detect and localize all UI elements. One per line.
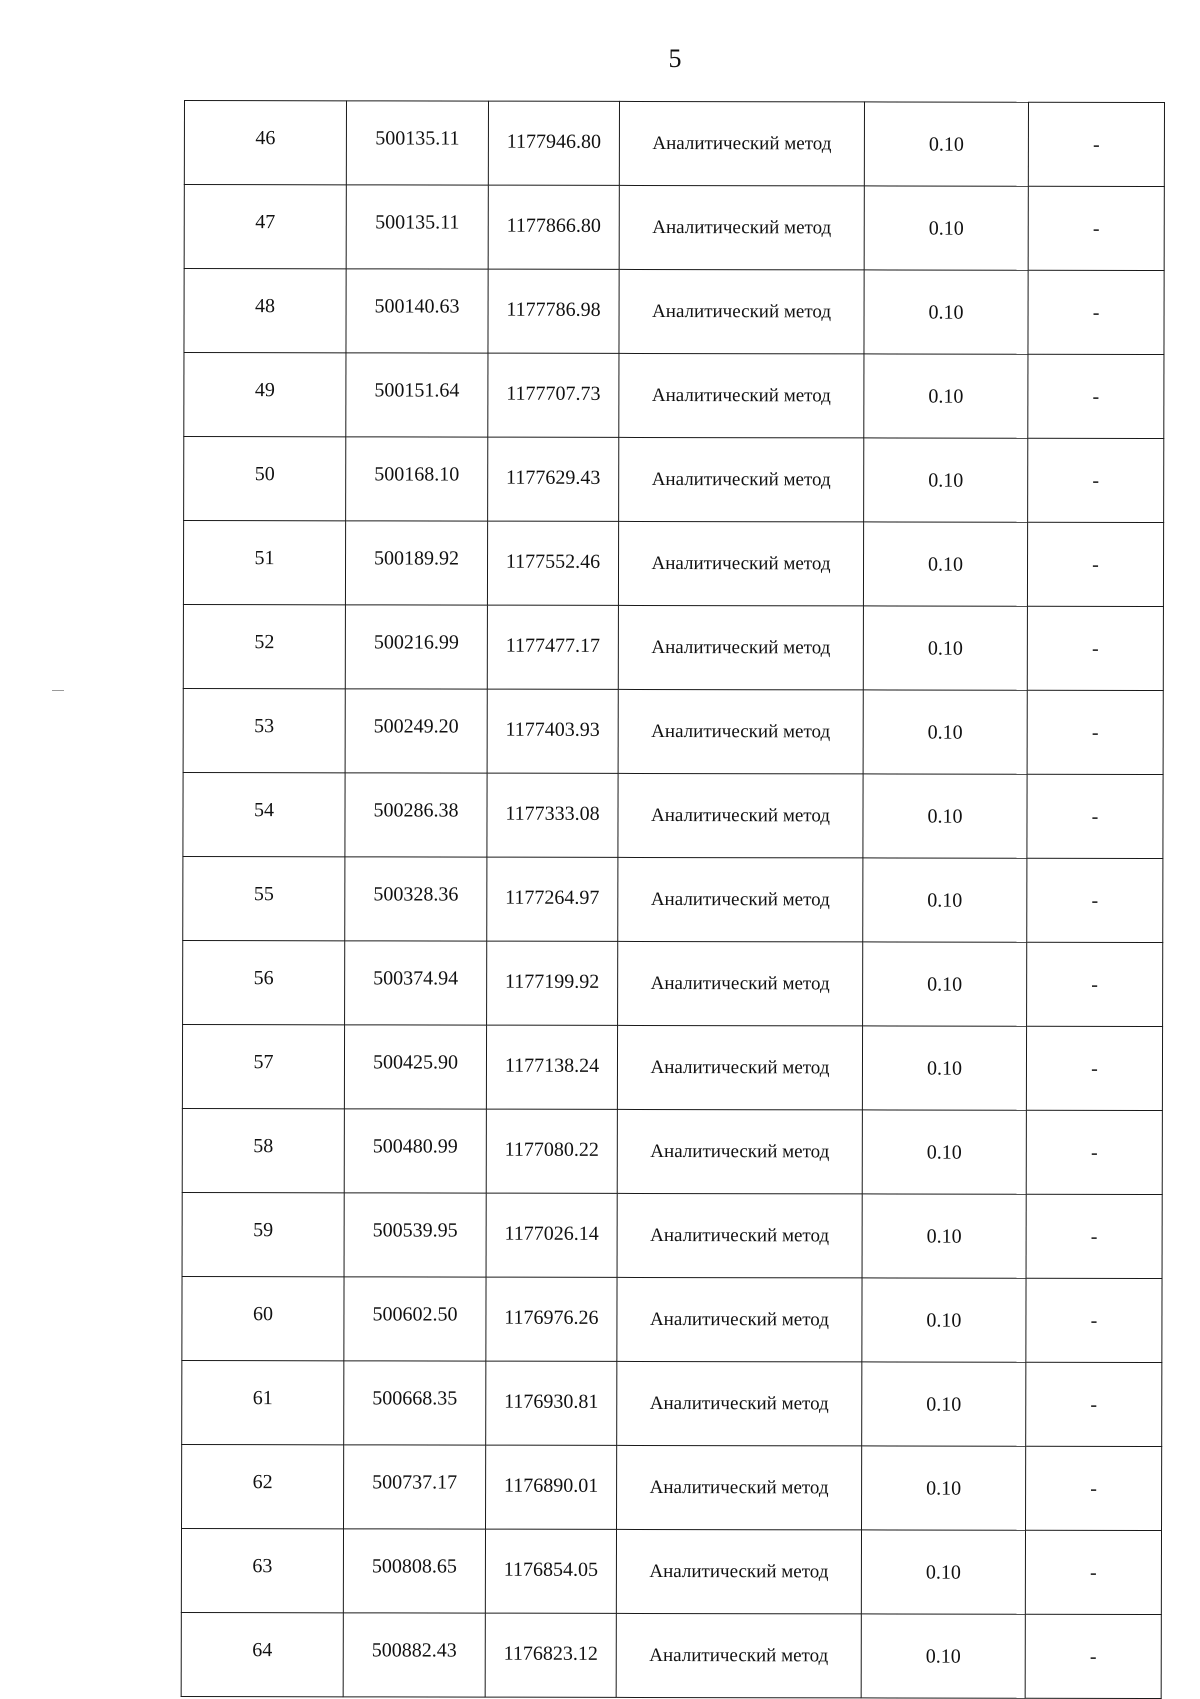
accuracy-cell: 0.10 [864, 354, 1028, 438]
table-row [184, 269, 1164, 355]
y-coordinate-cell: 1177629.43 [488, 437, 619, 521]
y-coordinate-cell: 1177333.08 [487, 773, 618, 857]
accuracy-cell: 0.10 [864, 270, 1028, 354]
note-cell: - [1026, 1026, 1162, 1110]
y-coordinate-cell: 1177786.98 [488, 269, 619, 353]
note-cell: - [1026, 1446, 1162, 1530]
accuracy-cell: 0.10 [863, 858, 1027, 942]
method-cell: Аналитический метод [618, 689, 863, 774]
point-number-cell: 52 [183, 604, 345, 688]
x-coordinate-cell: 500151.64 [346, 353, 488, 437]
point-number-cell: 59 [182, 1192, 344, 1276]
x-coordinate-cell: 500140.63 [346, 269, 488, 353]
y-coordinate-cell: 1177552.46 [487, 521, 618, 605]
method-cell: Аналитический метод [617, 1445, 862, 1530]
y-coordinate-cell: 1177026.14 [486, 1193, 617, 1277]
note-cell: - [1026, 1278, 1162, 1362]
method-cell: Аналитический метод [619, 437, 864, 522]
table-row [184, 353, 1164, 439]
accuracy-cell: 0.10 [862, 1110, 1026, 1194]
y-coordinate-cell: 1176930.81 [486, 1361, 617, 1445]
table-row [182, 1108, 1162, 1194]
coordinates-table [181, 100, 1165, 1699]
y-coordinate-cell: 1176854.05 [485, 1529, 616, 1613]
table-row [183, 940, 1163, 1026]
note-cell: - [1026, 1194, 1162, 1278]
method-cell: Аналитический метод [618, 857, 863, 942]
note-cell: - [1028, 438, 1164, 522]
accuracy-cell: 0.10 [861, 1614, 1025, 1698]
y-coordinate-cell: 1177707.73 [488, 353, 619, 437]
x-coordinate-cell: 500882.43 [343, 1613, 485, 1697]
x-coordinate-cell: 500135.11 [346, 185, 488, 269]
x-coordinate-cell: 500216.99 [345, 605, 487, 689]
table-row [183, 856, 1163, 942]
table-row [184, 185, 1164, 271]
note-cell: - [1027, 858, 1163, 942]
point-number-cell: 49 [184, 353, 346, 437]
accuracy-cell: 0.10 [863, 774, 1027, 858]
point-number-cell: 56 [183, 940, 345, 1024]
table-row [184, 437, 1164, 523]
point-number-cell: 50 [184, 437, 346, 521]
accuracy-cell: 0.10 [864, 438, 1028, 522]
table-row [182, 1360, 1162, 1446]
note-cell: - [1027, 774, 1163, 858]
point-number-cell: 61 [182, 1360, 344, 1444]
point-number-cell: 48 [184, 269, 346, 353]
y-coordinate-cell: 1177199.92 [487, 941, 618, 1025]
point-number-cell: 64 [181, 1612, 343, 1696]
x-coordinate-cell: 500737.17 [344, 1445, 486, 1529]
x-coordinate-cell: 500808.65 [343, 1529, 485, 1613]
note-cell: - [1026, 1110, 1162, 1194]
x-coordinate-cell: 500286.38 [345, 773, 487, 857]
note-cell: - [1025, 1530, 1161, 1614]
method-cell: Аналитический метод [617, 1361, 862, 1446]
y-coordinate-cell: 1177866.80 [488, 185, 619, 269]
y-coordinate-cell: 1177477.17 [487, 605, 618, 689]
table-body [181, 101, 1164, 1699]
point-number-cell: 60 [182, 1276, 344, 1360]
method-cell: Аналитический метод [618, 941, 863, 1026]
method-cell: Аналитический метод [619, 269, 864, 354]
table-row [184, 101, 1164, 187]
note-cell: - [1027, 606, 1163, 690]
x-coordinate-cell: 500328.36 [345, 857, 487, 941]
x-coordinate-cell: 500168.10 [346, 437, 488, 521]
note-cell: - [1027, 522, 1163, 606]
table-row [183, 688, 1163, 774]
x-coordinate-cell: 500249.20 [345, 689, 487, 773]
point-number-cell: 58 [182, 1108, 344, 1192]
note-cell: - [1027, 690, 1163, 774]
method-cell: Аналитический метод [619, 101, 864, 186]
accuracy-cell: 0.10 [862, 1026, 1026, 1110]
x-coordinate-cell: 500189.92 [345, 521, 487, 605]
x-coordinate-cell: 500374.94 [345, 941, 487, 1025]
table-row [182, 1444, 1162, 1530]
coordinates-table-container [181, 100, 1164, 1699]
y-coordinate-cell: 1176823.12 [485, 1613, 616, 1697]
scan-artifact [52, 690, 64, 691]
method-cell: Аналитический метод [618, 773, 863, 858]
accuracy-cell: 0.10 [863, 942, 1027, 1026]
method-cell: Аналитический метод [619, 353, 864, 438]
accuracy-cell: 0.10 [863, 606, 1027, 690]
x-coordinate-cell: 500135.11 [346, 101, 488, 185]
point-number-cell: 57 [182, 1024, 344, 1108]
table-row [182, 1192, 1162, 1278]
accuracy-cell: 0.10 [862, 1446, 1026, 1530]
table-row [181, 1528, 1161, 1614]
accuracy-cell: 0.10 [862, 1278, 1026, 1362]
accuracy-cell: 0.10 [863, 690, 1027, 774]
table-row [182, 1276, 1162, 1362]
x-coordinate-cell: 500480.99 [344, 1109, 486, 1193]
point-number-cell: 53 [183, 688, 345, 772]
point-number-cell: 62 [182, 1444, 344, 1528]
method-cell: Аналитический метод [619, 185, 864, 270]
table-row [181, 1612, 1161, 1698]
accuracy-cell: 0.10 [862, 1194, 1026, 1278]
method-cell: Аналитический метод [617, 1025, 862, 1110]
page-number: 5 [668, 44, 682, 73]
x-coordinate-cell: 500539.95 [344, 1193, 486, 1277]
y-coordinate-cell: 1176890.01 [486, 1445, 617, 1529]
point-number-cell: 54 [183, 772, 345, 856]
y-coordinate-cell: 1177080.22 [486, 1109, 617, 1193]
method-cell: Аналитический метод [618, 521, 863, 606]
method-cell: Аналитический метод [616, 1529, 861, 1614]
y-coordinate-cell: 1176976.26 [486, 1277, 617, 1361]
table-row [183, 521, 1163, 607]
method-cell: Аналитический метод [617, 1193, 862, 1278]
table-row [183, 772, 1163, 858]
note-cell: - [1027, 942, 1163, 1026]
method-cell: Аналитический метод [617, 1109, 862, 1194]
point-number-cell: 63 [181, 1528, 343, 1612]
x-coordinate-cell: 500425.90 [344, 1025, 486, 1109]
y-coordinate-cell: 1177946.80 [488, 101, 619, 185]
table-row [183, 604, 1163, 690]
accuracy-cell: 0.10 [861, 1530, 1025, 1614]
table-row [182, 1024, 1162, 1110]
method-cell: Аналитический метод [618, 605, 863, 690]
accuracy-cell: 0.10 [864, 102, 1028, 186]
accuracy-cell: 0.10 [863, 522, 1027, 606]
note-cell: - [1028, 186, 1164, 270]
method-cell: Аналитический метод [617, 1277, 862, 1362]
note-cell: - [1026, 1362, 1162, 1446]
y-coordinate-cell: 1177403.93 [487, 689, 618, 773]
x-coordinate-cell: 500668.35 [344, 1361, 486, 1445]
x-coordinate-cell: 500602.50 [344, 1277, 486, 1361]
point-number-cell: 46 [184, 101, 346, 185]
point-number-cell: 51 [183, 521, 345, 605]
method-cell: Аналитический метод [616, 1613, 861, 1698]
note-cell: - [1025, 1614, 1161, 1698]
point-number-cell: 47 [184, 185, 346, 269]
y-coordinate-cell: 1177138.24 [486, 1025, 617, 1109]
y-coordinate-cell: 1177264.97 [487, 857, 618, 941]
note-cell: - [1028, 270, 1164, 354]
point-number-cell: 55 [183, 856, 345, 940]
note-cell: - [1028, 102, 1164, 186]
note-cell: - [1028, 354, 1164, 438]
accuracy-cell: 0.10 [862, 1362, 1026, 1446]
accuracy-cell: 0.10 [864, 186, 1028, 270]
